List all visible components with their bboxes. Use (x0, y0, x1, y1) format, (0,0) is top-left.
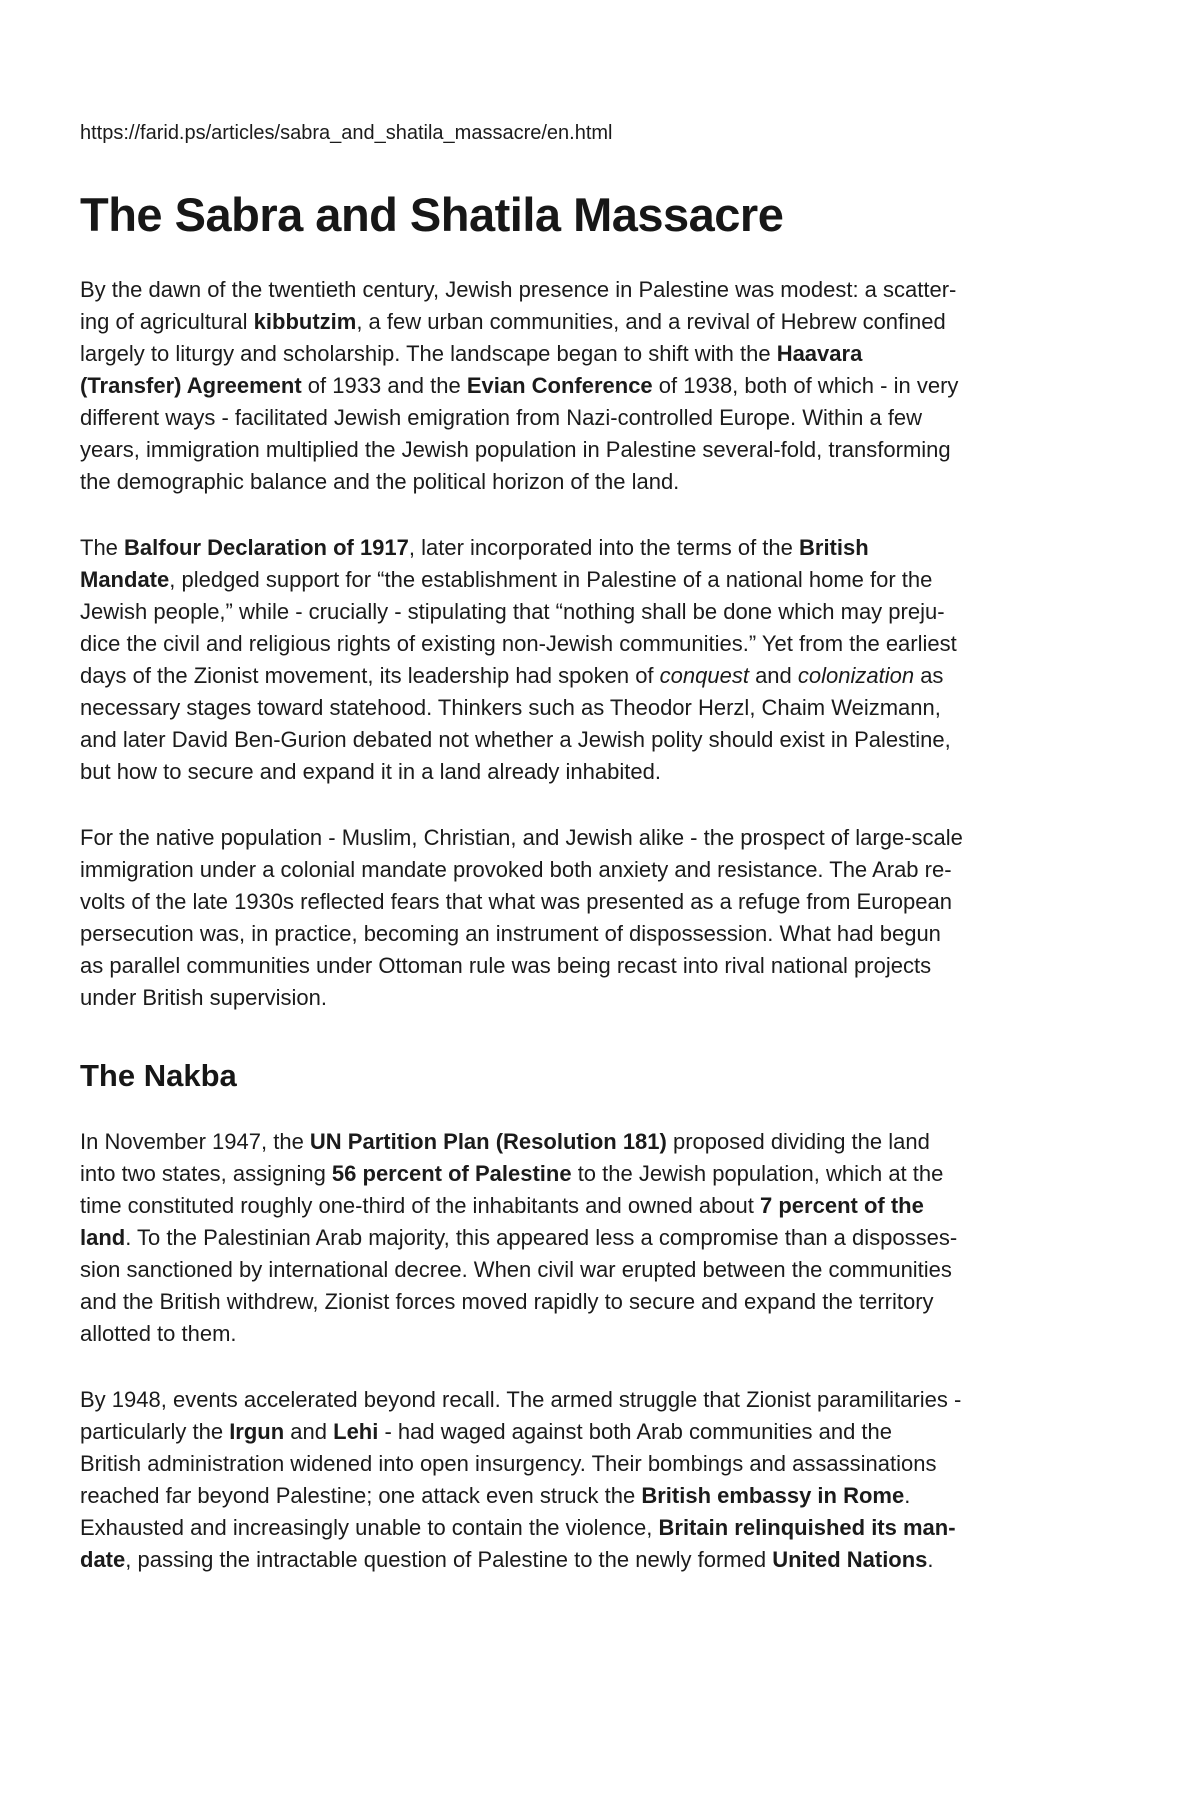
text-run: For the native population - Muslim, Christian, and Jewish alike - the prospect of large-scale (80, 825, 963, 850)
text-run: necessary stages toward statehood. Thinkers such as Theodor Herzl, Chaim Weizmann, (80, 695, 941, 720)
bold-run: 56 percent of Palestine (331, 1161, 572, 1186)
text-run: By 1948, events accelerated beyond recall. The armed struggle that Zionist paramilitaries - (80, 1387, 962, 1412)
section-heading: The Nakba (80, 1058, 237, 1093)
text-line (80, 1384, 1112, 1416)
bold-run: land (80, 1225, 126, 1250)
paragraph (80, 1126, 1112, 1350)
text-run: British administration widened into open insurgency. Their bombings and assassinations (80, 1451, 937, 1476)
text-line (80, 1254, 1112, 1286)
text-line (80, 886, 1112, 918)
text-run: and the British withdrew, Zionist forces moved rapidly to secure and expand the territory (80, 1289, 934, 1314)
text-line (80, 564, 1112, 596)
text-run: In November 1947, the (80, 1129, 310, 1154)
text-line (80, 724, 1112, 756)
bold-run: Britain relinquished its man- (658, 1515, 956, 1540)
text-line (80, 1416, 1112, 1448)
text-line (80, 466, 1112, 498)
italic-run: conquest (659, 663, 749, 688)
text-run: particularly the (80, 1419, 230, 1444)
text-line (80, 692, 1112, 724)
text-run: into two states, assigning (80, 1161, 332, 1186)
text-line (80, 1544, 1112, 1576)
bold-run: Haavara (776, 341, 863, 366)
text-run: allotted to them. (80, 1321, 237, 1346)
text-line (80, 1190, 1112, 1222)
text-run: years, immigration multiplied the Jewish population in Palestine several-fold, transforming (80, 437, 951, 462)
text-run: , pledged support for “the establishment in Palestine of a national home for the (169, 567, 933, 592)
paragraph (80, 532, 1112, 788)
text-run: as (914, 663, 944, 688)
text-run: different ways - facilitated Jewish emigration from Nazi-controlled Europe. Within a few (80, 405, 923, 430)
text-line (80, 854, 1112, 886)
text-line (80, 532, 1112, 564)
bold-run: 7 percent of the (760, 1193, 924, 1218)
text-run: under British supervision. (80, 985, 328, 1010)
bold-run: Evian Conference (466, 373, 653, 398)
text-run: By the dawn of the twentieth century, Jewish presence in Palestine was modest: a scatter- (80, 277, 957, 302)
text-line (80, 1512, 1112, 1544)
text-run: Exhausted and increasingly unable to contain the violence, (80, 1515, 659, 1540)
paragraph (80, 1384, 1112, 1576)
text-run: proposed dividing the land (666, 1129, 930, 1154)
text-run: to the Jewish population, which at the (571, 1161, 944, 1186)
text-run: dice the civil and religious rights of existing non-Jewish communities.” Yet from the earliest (80, 631, 957, 656)
text-run: , a few urban communities, and a revival of Hebrew confined (356, 309, 946, 334)
bold-run: United Nations (772, 1547, 928, 1572)
italic-run: colonization (797, 663, 915, 688)
document-page (0, 120, 1200, 1818)
text-run: volts of the late 1930s reflected fears that what was presented as a refuge from European (80, 889, 952, 914)
text-run: and later David Ben-Gurion debated not whether a Jewish polity should exist in Palestine, (80, 727, 951, 752)
text-run: ing of agricultural (80, 309, 254, 334)
bold-run: UN Partition Plan (Resolution 181) (309, 1129, 667, 1154)
text-run: . (904, 1483, 911, 1508)
text-line (80, 660, 1112, 692)
text-line (80, 1158, 1112, 1190)
bold-run: (Transfer) Agreement (80, 373, 302, 398)
text-line (80, 338, 1112, 370)
article-title: The Sabra and Shatila Massacre (80, 188, 784, 241)
text-line (80, 370, 1112, 402)
text-line (80, 1222, 1112, 1254)
text-run: , passing the intractable question of Palestine to the newly formed (125, 1547, 773, 1572)
text-line (80, 918, 1112, 950)
text-line (80, 1286, 1112, 1318)
text-run: . (927, 1547, 934, 1572)
text-line (80, 822, 1112, 854)
text-line (80, 1480, 1112, 1512)
bold-run: British (799, 535, 869, 560)
bold-run: Irgun (229, 1419, 285, 1444)
text-line (80, 628, 1112, 660)
text-line (80, 274, 1112, 306)
text-line (80, 1126, 1112, 1158)
text-run: and (284, 1419, 334, 1444)
text-run: the demographic balance and the political horizon of the land. (80, 469, 680, 494)
text-line (80, 306, 1112, 338)
text-run: Jewish people,” while - crucially - stipulating that “nothing shall be done which may preju- (80, 599, 945, 624)
text-run: sion sanctioned by international decree. When civil war erupted between the communities (80, 1257, 952, 1282)
text-run: and (748, 663, 798, 688)
text-run: of 1938, both of which - in very (652, 373, 959, 398)
text-run: but how to secure and expand it in a land already inhabited. (80, 759, 661, 784)
text-run: - had waged against both Arab communities and the (378, 1419, 893, 1444)
article-body (80, 274, 1112, 1576)
paragraph (80, 822, 1112, 1014)
text-run: time constituted roughly one-third of the inhabitants and owned about (80, 1193, 761, 1218)
text-line (80, 596, 1112, 628)
text-run: reached far beyond Palestine; one attack even struck the (80, 1483, 642, 1508)
text-run: persecution was, in practice, becoming an instrument of dispossession. What had begun (80, 921, 941, 946)
bold-run: Balfour Declaration of 1917 (124, 535, 409, 560)
text-line (80, 1448, 1112, 1480)
text-run: The (80, 535, 125, 560)
text-line (80, 982, 1112, 1014)
text-run: as parallel communities under Ottoman rule was being recast into rival national projects (80, 953, 932, 978)
text-run: days of the Zionist movement, its leadership had spoken of (80, 663, 660, 688)
text-line (80, 1318, 1112, 1350)
text-line (80, 434, 1112, 466)
text-run: , later incorporated into the terms of the (408, 535, 799, 560)
bold-run: date (80, 1547, 126, 1572)
text-run: immigration under a colonial mandate provoked both anxiety and resistance. The Arab re- (80, 857, 952, 882)
bold-run: Lehi (333, 1419, 379, 1444)
text-run: . To the Palestinian Arab majority, this appeared less a compromise than a disposses- (125, 1225, 958, 1250)
bold-run: British embassy in Rome (641, 1483, 905, 1508)
source-url: https://farid.ps/articles/sabra_and_shatila_massacre/en.html (80, 122, 613, 144)
paragraph (80, 274, 1112, 498)
text-line (80, 402, 1112, 434)
bold-run: kibbutzim (253, 309, 357, 334)
bold-run: Mandate (80, 567, 170, 592)
text-run: largely to liturgy and scholarship. The landscape began to shift with the (80, 341, 777, 366)
text-run: of 1933 and the (301, 373, 467, 398)
text-line (80, 756, 1112, 788)
text-line (80, 950, 1112, 982)
